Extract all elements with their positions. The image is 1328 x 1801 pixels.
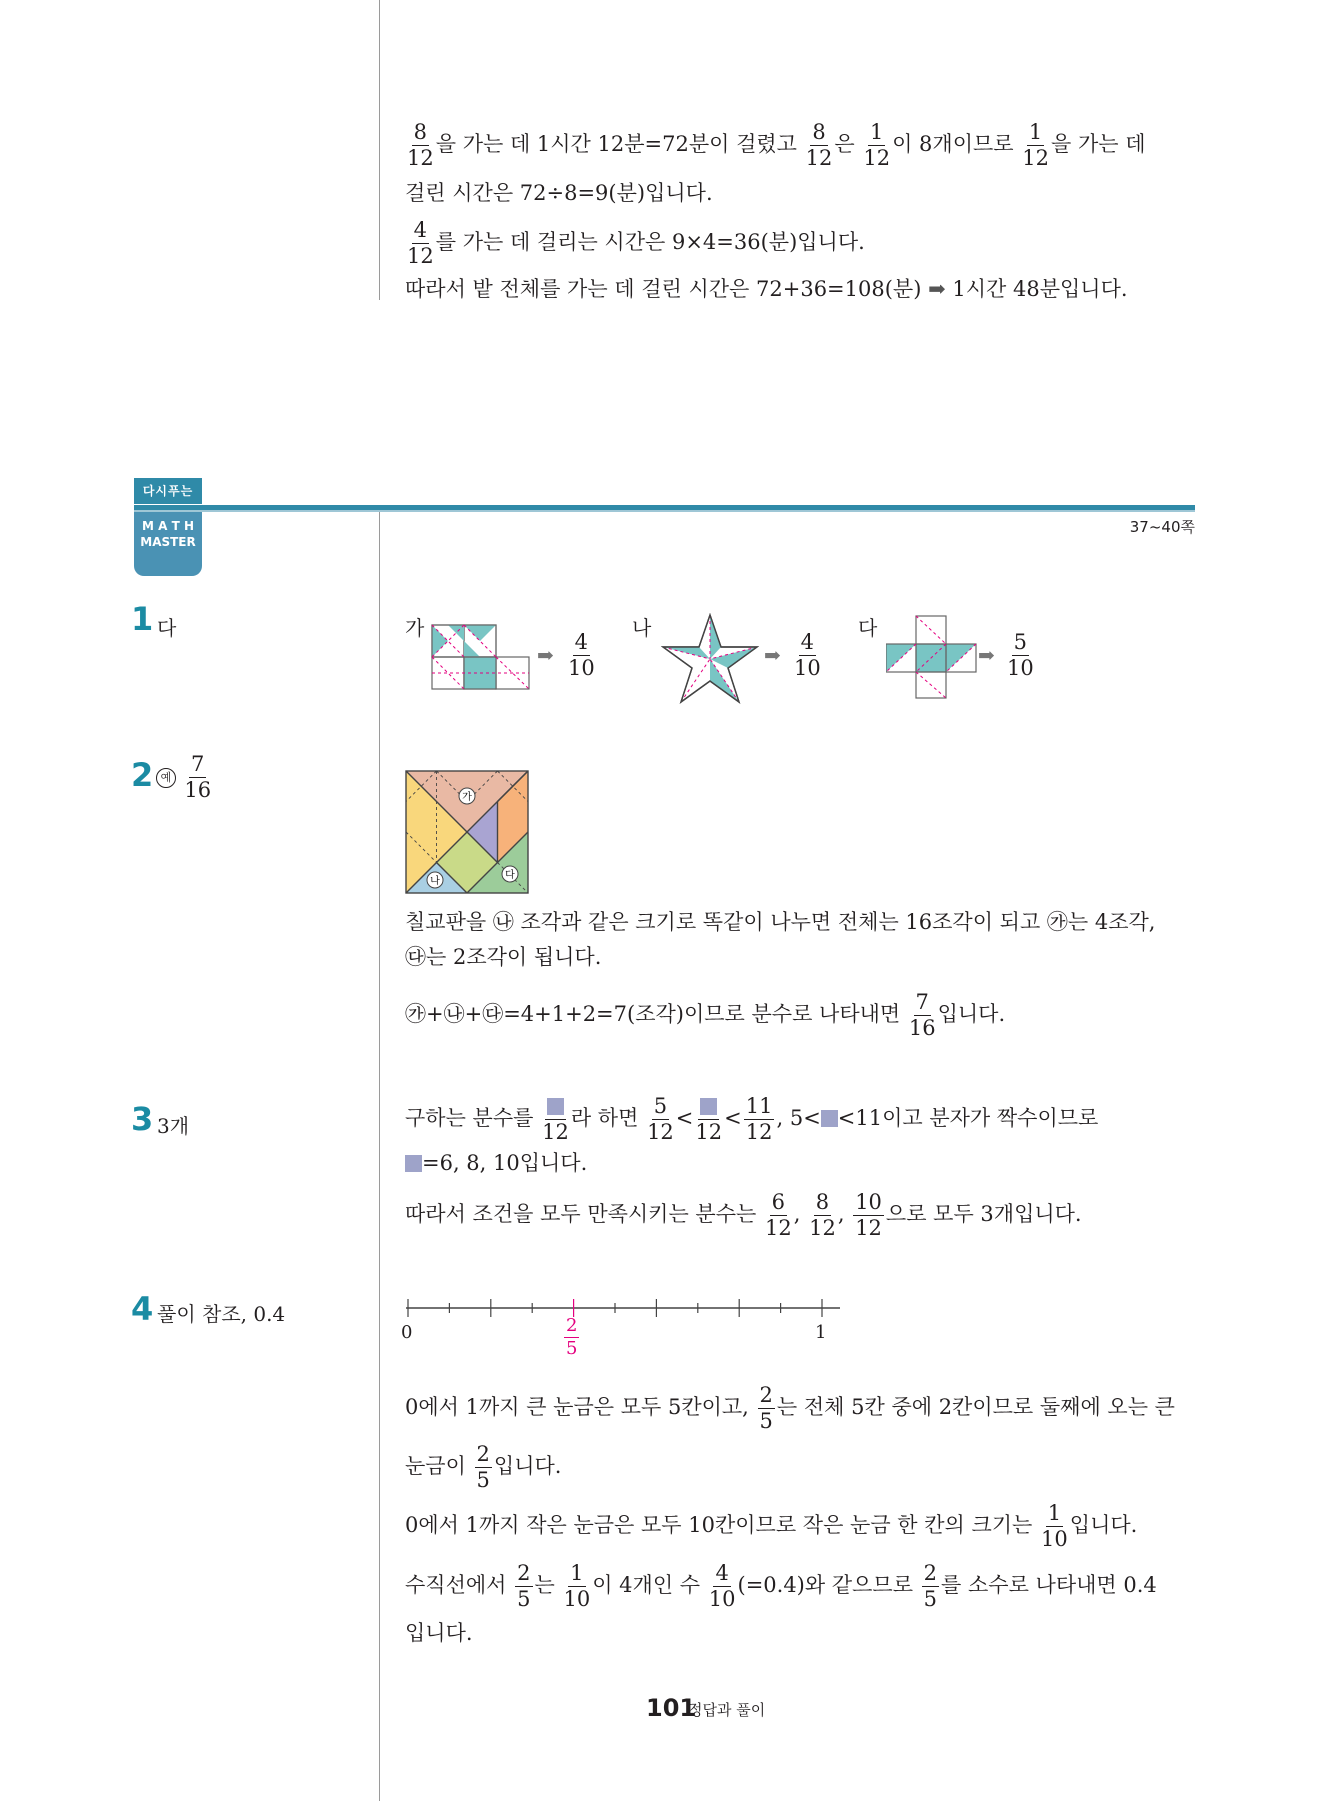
q4-line-3: 0에서 1까지 작은 눈금은 모두 10칸이므로 작은 눈금 한 칸의 크기는 $\frac{1}{10}$ 입니다. bbox=[405, 1501, 1138, 1551]
figure-b-fraction: $\frac{4}{10}$ bbox=[794, 630, 821, 680]
q3-line-2: =6, 8, 10입니다. bbox=[405, 1148, 587, 1178]
figure-b-star bbox=[660, 613, 760, 705]
page-number: 101 bbox=[646, 1694, 697, 1722]
answer-2: 예 $\frac{7}{16}$ bbox=[156, 754, 213, 801]
top-line-2: 걸린 시간은 72÷8=9(분)입니다. bbox=[405, 181, 713, 205]
figure-c-fraction: $\frac{5}{10}$ bbox=[1007, 630, 1034, 680]
section-rule-light bbox=[134, 510, 1195, 512]
question-number-1: 1 bbox=[131, 600, 154, 638]
answer-3: 3개 bbox=[157, 1114, 190, 1138]
section-badge-bottom: M A T H MASTER bbox=[134, 512, 202, 576]
q3-line-1: 구하는 분수를 12 라 하면 $\frac{5}{12}$ < 12 < $\frac{11}{12}$ , 5< <11이고 분자가 짝수이므로 bbox=[405, 1094, 1099, 1144]
arrow-right-icon: ➡ bbox=[928, 277, 946, 301]
top-line-4: 따라서 밭 전체를 가는 데 걸린 시간은 72+36=108(분) ➡ 1시간 48분입니다. bbox=[405, 277, 1128, 301]
square-placeholder-icon bbox=[405, 1155, 422, 1172]
square-placeholder-icon bbox=[547, 1098, 564, 1115]
tangram-figure bbox=[404, 769, 530, 895]
q2-line-1: 칠교판을 ㉯ 조각과 같은 크기로 똑같이 나누면 전체는 16조각이 되고 ㉮는 4조각, bbox=[405, 910, 1156, 934]
figure-a-fraction: $\frac{4}{10}$ bbox=[568, 630, 595, 680]
top-line-1: $\frac{8}{12}$ 을 가는 데 1시간 12분=72분이 걸렸고 $\frac{8}{12}$ 은 $\frac{1}{12}$ 이 8개이므로 $\frac{1}{12}$ 을 가는 데 bbox=[407, 120, 1146, 170]
number-line bbox=[400, 1296, 850, 1320]
q4-line-5: 입니다. bbox=[405, 1621, 473, 1645]
tangram-label: 가 bbox=[462, 792, 472, 803]
section-badge-top: 다시푸는 bbox=[134, 478, 202, 504]
answer-4: 풀이 참조, 0.4 bbox=[157, 1302, 286, 1326]
answer-1: 다 bbox=[157, 616, 177, 640]
column-divider-top bbox=[379, 0, 380, 300]
top-line-3: $\frac{4}{12}$ 를 가는 데 걸리는 시간은 9×4=36(분)입니다. bbox=[407, 218, 865, 268]
figure-a bbox=[431, 624, 531, 690]
question-number-2: 2 bbox=[131, 756, 154, 794]
arrow-right-icon: ➡ bbox=[978, 643, 995, 667]
fraction: $\frac{1}{12}$ bbox=[1022, 120, 1049, 170]
q3-line-3: 따라서 조건을 모두 만족시키는 분수는 $\frac{6}{12}$ , $\frac{8}{12}$ , $\frac{10}{12}$ 으로 모두 3개입니다. bbox=[405, 1190, 1082, 1240]
fraction: $\frac{4}{12}$ bbox=[407, 218, 434, 268]
axis-end-label: 1 bbox=[815, 1322, 827, 1343]
figure-label-c: 다 bbox=[858, 616, 878, 640]
fraction: $\frac{8}{12}$ bbox=[407, 120, 434, 170]
fraction: $\frac{1}{12}$ bbox=[863, 120, 891, 170]
question-number-4: 4 bbox=[131, 1290, 154, 1328]
figure-label-b: 나 bbox=[632, 616, 652, 640]
figure-c-cross bbox=[886, 614, 978, 700]
arrow-right-icon: ➡ bbox=[764, 643, 781, 667]
fraction: $\frac{8}{12}$ bbox=[805, 120, 833, 170]
figure-label-a: 가 bbox=[405, 616, 425, 640]
axis-start-label: 0 bbox=[401, 1322, 413, 1343]
example-mark: 예 bbox=[156, 768, 176, 788]
tangram-label: 다 bbox=[505, 870, 515, 881]
footer-title: 정답과 풀이 bbox=[688, 1701, 766, 1719]
arrow-right-icon: ➡ bbox=[537, 643, 554, 667]
page-range: 37~40쪽 bbox=[1129, 518, 1195, 536]
q2-line-3: ㉮+㉯+㉰=4+1+2=7(조각)이므로 분수로 나타내면 $\frac{7}{16}$ 입니다. bbox=[405, 990, 1006, 1040]
q4-line-1: 0에서 1까지 큰 눈금은 모두 5칸이고, $\frac{2}{5}$ 는 전체 5칸 중에 2칸이므로 둘째에 오는 큰 bbox=[405, 1383, 1175, 1433]
tangram-label: 나 bbox=[430, 876, 440, 887]
question-number-3: 3 bbox=[131, 1100, 154, 1138]
marked-fraction: $\frac{2}{5}$ bbox=[566, 1315, 578, 1359]
column-divider-main bbox=[379, 510, 380, 1801]
square-placeholder-icon bbox=[700, 1098, 717, 1115]
q4-line-4: 수직선에서 $\frac{2}{5}$ 는 $\frac{1}{10}$ 이 4개인 수 $\frac{4}{10}$ (=0.4)와 같으므로 $\frac{2}{5}$ 를 소수로 나타내면 0.4 bbox=[405, 1561, 1157, 1611]
q2-line-2: ㉰는 2조각이 됩니다. bbox=[405, 945, 602, 969]
q4-line-2: 눈금이 $\frac{2}{5}$ 입니다. bbox=[405, 1442, 562, 1492]
square-placeholder-icon bbox=[821, 1110, 838, 1127]
